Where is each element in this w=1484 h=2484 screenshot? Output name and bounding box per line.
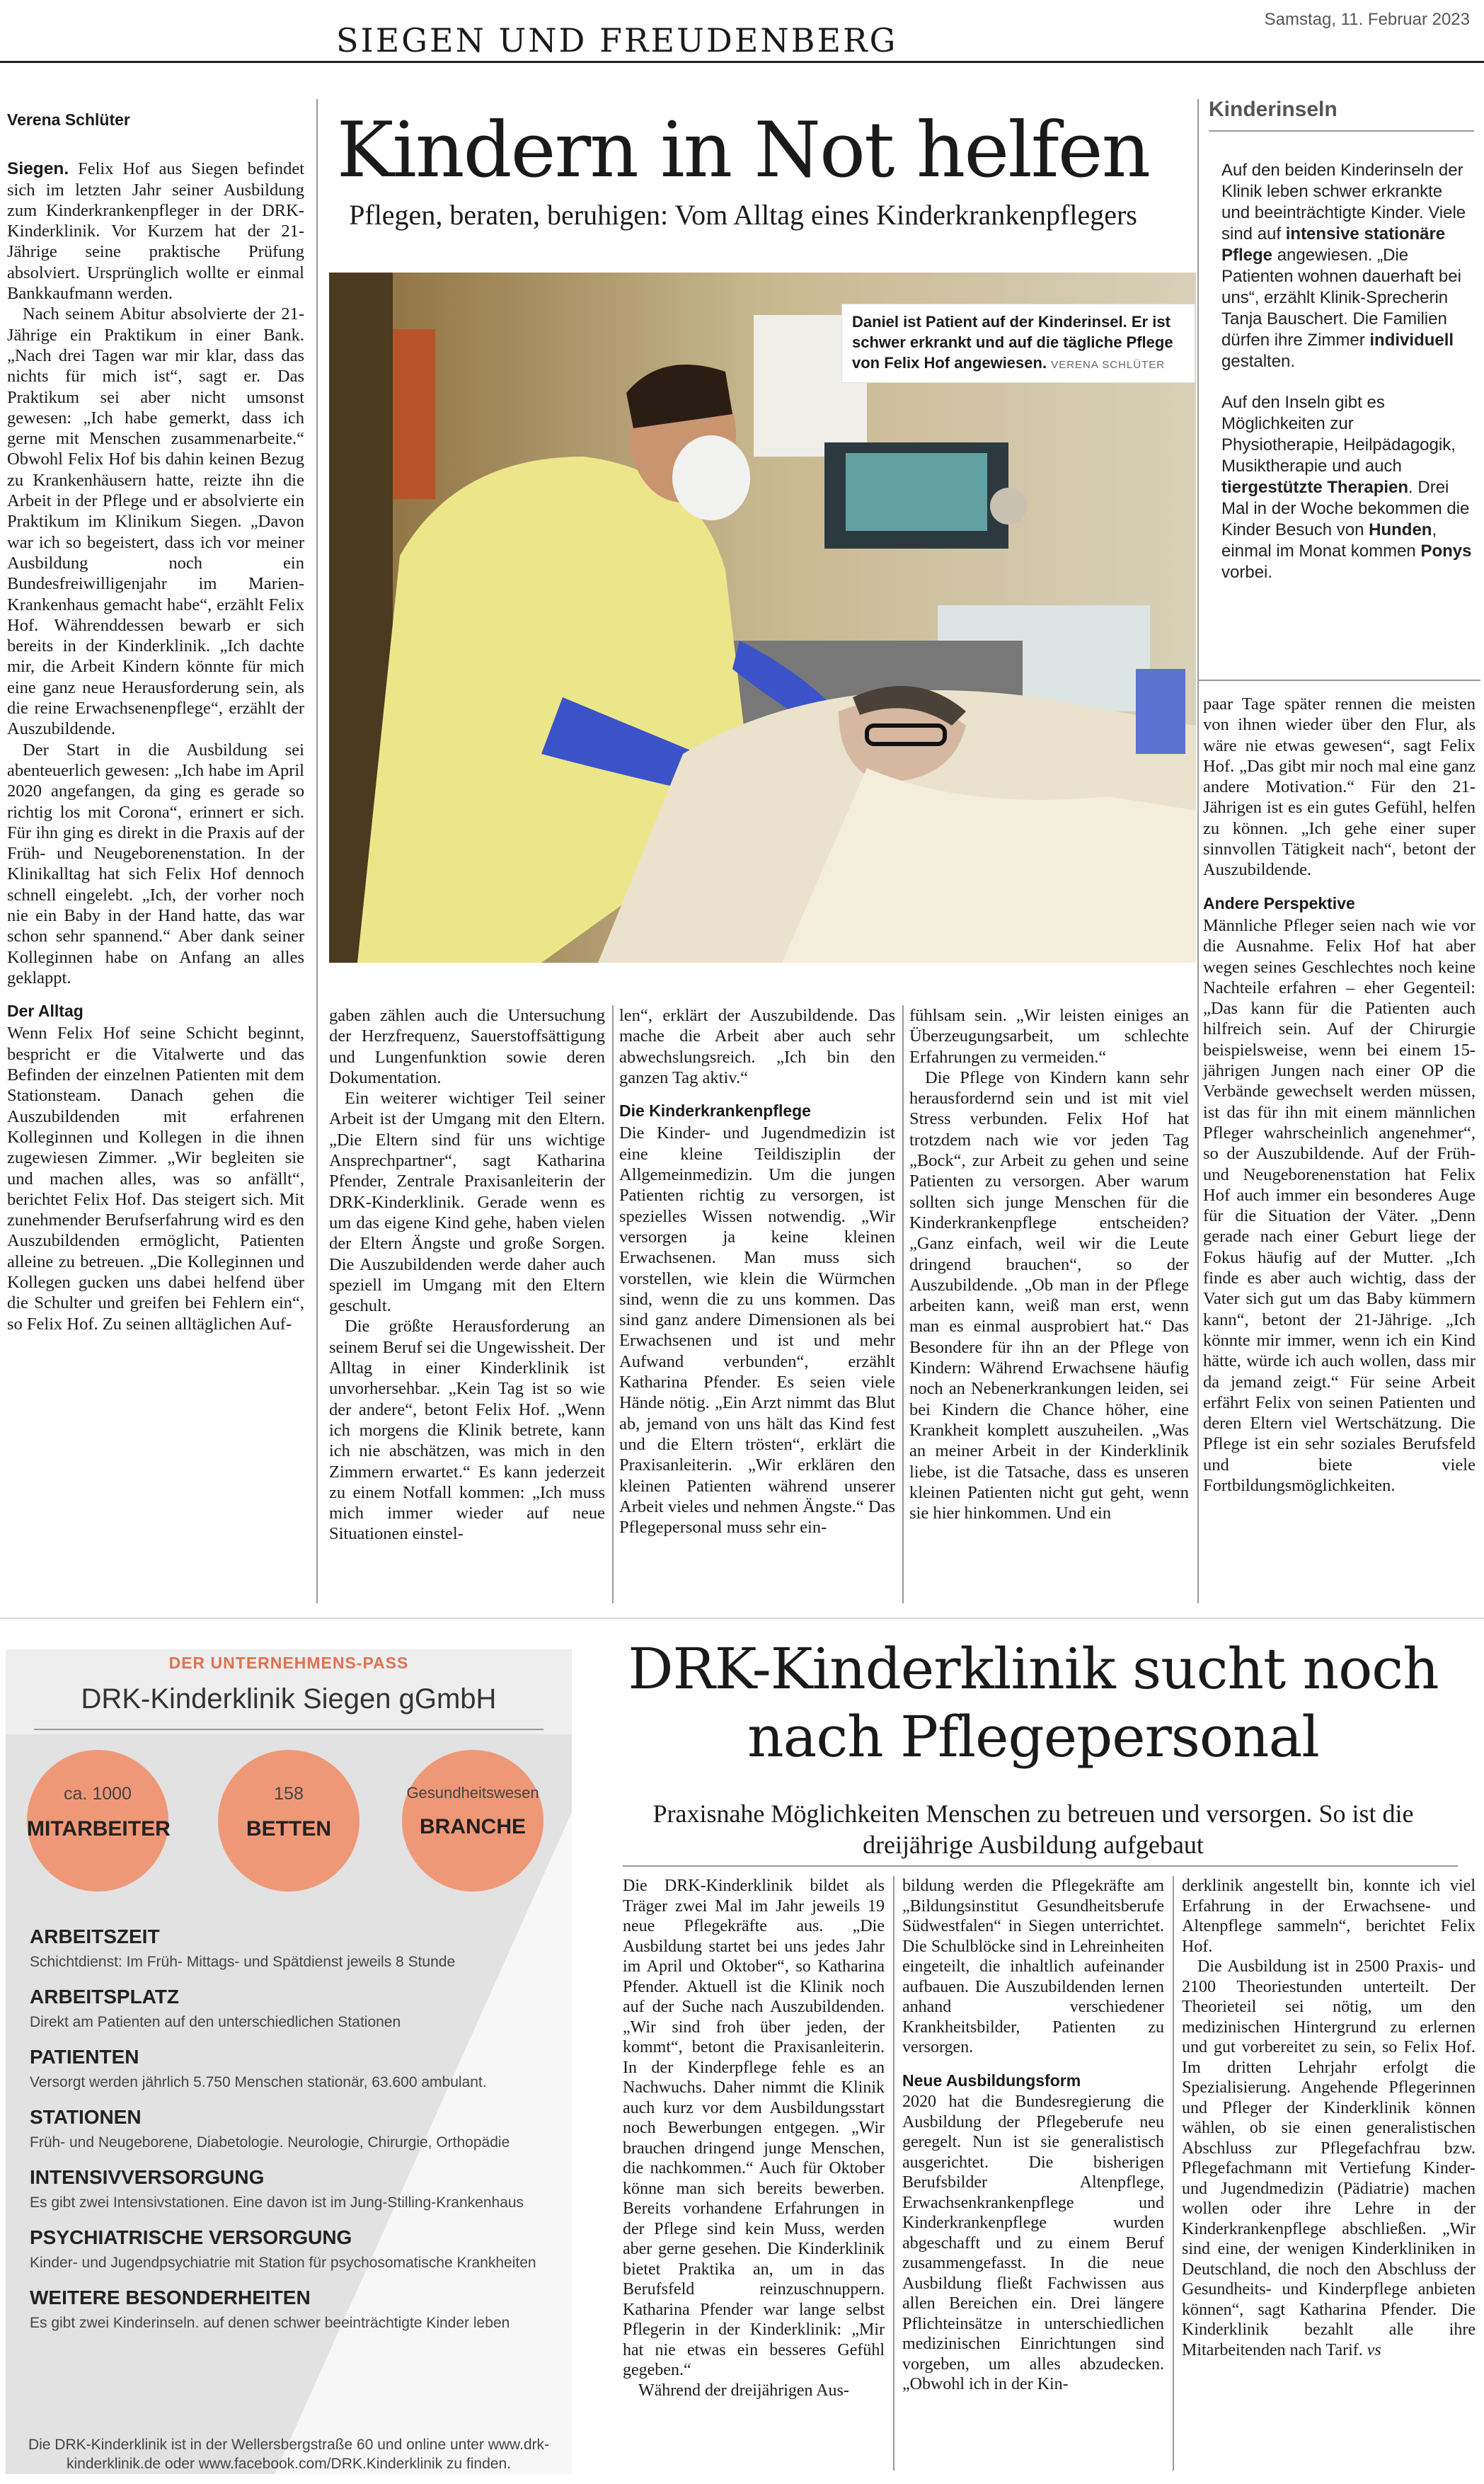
- stat-value: Gesundheitswesen: [406, 1784, 539, 1802]
- pass-item: [30, 2046, 568, 2092]
- subheading: Andere Perspektive: [1203, 893, 1355, 912]
- article-column-4: [909, 1005, 1189, 1523]
- sidebar-title: Kinderinseln: [1209, 99, 1474, 132]
- pass-item: [30, 2166, 568, 2212]
- sidebar-rule: [1197, 680, 1480, 681]
- text-bold: Hunden: [1369, 520, 1432, 539]
- company-pass-box: [6, 1649, 572, 2474]
- text-bold: intensive stationäre Pflege: [1221, 224, 1446, 265]
- text: . Drei Mal in der Woche bekommen die Kinder Besuch von: [1221, 478, 1470, 539]
- stat-label: MITARBEITER: [27, 1817, 171, 1841]
- header-rule: [0, 61, 1484, 63]
- article2-column-1: [623, 1876, 885, 2400]
- dateline: Siegen.: [7, 159, 69, 179]
- subheading: Der Alltag: [7, 1002, 84, 1021]
- paragraph-text: Die Ausbildung ist in 2500 Praxis- und 2100 Theoriestunden unterteilt. Der Theorieteil sei nötig, um den medizinischen Hintergrund zu erlernen und gut vorbereitet zu sein, so Felix Hof. Im dritten Lehrjahr erfolgt die Spezialisierung. Angehende Pflegerinnen und Pfleger der Kinderklinik können wählen, ob sie einen generalistischen Abschluss zur Pflegefachfrau bzw. Pflegefachmann mit Vertiefung Kinder- und Jugendmedizin (Pädiatrie) machen wollen oder ihre Lehre in der Kinderkrankenpflege abschließen. „Wir sind eine, der wenigen Kinderkliniken in Deutschland, die noch den Abschluss der Gesundheits- und Kinderpflege anbieten können“, sagt Katharina Pfender. Die Kinderklinik bezahlt alle ihre Mitarbeitenden nach Tarif.: [1182, 1957, 1476, 2359]
- stat-value: 158: [274, 1784, 304, 1804]
- stat-circle-employees: [27, 1750, 171, 1891]
- section-title: SIEGEN UND FREUDENBERG: [336, 21, 898, 59]
- subheadline: Pflegen, beraten, beruhigen: Vom Alltag eines Kinderkrankenpflegers: [349, 199, 1137, 231]
- text: gestalten.: [1221, 352, 1296, 371]
- text: Auf den beiden Kinderinseln der Klinik leben schwer erkrankte und beeinträchtigte Kinder. Viele sind auf: [1221, 161, 1466, 244]
- pass-item-text: Früh- und Neugeborene, Diabetologie. Neurologie, Chirurgie, Orthopädie: [30, 2134, 510, 2151]
- paragraph: Der Start in die Ausbildung sei abenteuerlich gewesen: „Ich habe im April 2020 angefangen, da ging es gerade so richtig los mit Corona“, erinnert er sich. Für ihn ging es direkt in die Praxis auf der Früh- und Neugeborenenstation. In der Klinikalltag hat sich Felix Hof dennoch schnell eingelebt. „Ich, der vorher noch nie ein Baby in der Hand hatte, das war schon sehr spannend.“ Aber dank seiner Kolleginnen habe on Anfang an alles geklappt.: [7, 740, 304, 988]
- column-rule: [612, 1005, 614, 1603]
- paragraph: Nach seinem Abitur absolvierte der 21-Jährige ein Praktikum in einer Bank. „Nach drei Tagen war mir klar, dass das nichts für mich ist“, sagt er. Das Praktikum sei aber nicht umsonst gewesen: „Ich habe gemerkt, dass ich gerne mit Menschen zusammenarbeite.“ Obwohl Felix Hof bis dahin keinen Bezug zu Krankenhäusern hatte, reizte ihn die Arbeit in der Pflege und er absolvierte ein Praktikum im Klinikum Siegen. „Davon war ich so begeistert, dass ich vor meiner Ausbildung noch ein Bundesfreiwilligenjahr im Marien-Krankenhaus gemacht habe“, erzählt Felix Hof. Währenddessen bewarb er sich bereits in der Kinderklinik. „Ich dachte mir, die Arbeit Kindern könnte für mich eine ganz neue Herausforderung sein, als die reine Erwachsenenpflege“, erzählt der Auszubildende.: [7, 304, 304, 739]
- pass-item-text: Es gibt zwei Intensivstationen. Eine davon ist im Jung-Stilling-Krankenhaus: [30, 2194, 524, 2211]
- text: angewiesen. „Die Patienten wohnen dauerhaft bei uns“, erzählt Klinik-Sprecherin Tanja Bauschert. Die Familien dürfen ihre Zimmer: [1221, 246, 1461, 350]
- pass-item: [30, 1986, 568, 2032]
- text: , einmal im Monat kommen: [1221, 520, 1437, 561]
- paragraph: Die DRK-Kinderklinik bildet als Träger zwei Mal im Jahr jeweils 19 neue Pflegekräfte aus. „Die Ausbildung startet bei uns jedes Jahr im April und Oktober“, so Katharina Pfender. Aktuell ist die Klinik noch auf der Suche nach Auszubildenden. „Wir sind froh über jeden, der kommt“, betont die Praxisanleiterin. In der Kinderpflege fehle es an Nachwuchs. Daher nimmt die Klinik auch kurz vor dem Ausbildungsstart noch Bewerbungen entgegen. „Wir brauchen dringend junge Menschen, die nachkommen.“ Auch für Oktober könne man sich bereits bewerben. Bereits vorhandene Erfahrungen in der Pflege sind kein Muss, werden aber gerne gesehen. Die Kinderklinik bietet Praktika an, um in das Berufsfeld reinzuschnuppern. Katharina Pfender war lange selbst Pflegerin in der Kinderklinik: „Mir hat nie etwas ein besseres Gefühl gegeben.“: [623, 1877, 885, 2379]
- paragraph: [7, 159, 304, 304]
- pass-item: [30, 2106, 568, 2152]
- article-column-3: [619, 1005, 895, 1538]
- paragraph: derklinik angestellt bin, konnte ich viel Erfahrung in der Erwachsene- und Altenpflege sammeln“, berichtet Felix Hof.: [1182, 1877, 1476, 1956]
- subheading: Neue Ausbildungsform: [902, 2071, 1081, 2090]
- paragraph: gaben zählen auch die Untersuchung der Herzfrequenz, Sauerstoffsättigung und Lungenfunktion sowie deren Dokumentation.: [329, 1006, 605, 1087]
- text: vorbei.: [1221, 563, 1273, 582]
- company-name: DRK-Kinderklinik Siegen gGmbH: [81, 1683, 497, 1715]
- paragraph: Die größte Herausforderung an seinem Beruf sei die Ungewissheit. Der Alltag in einer Kinderklinik ist unvorhersehbar. „Kein Tag ist so wie der andere“, betont Felix Hof. „Wenn ich morgens die Klinik betrete, kann ich nie abschätzen, was mich in den Zimmern erwartet.“ Es kann jederzeit zu einem Notfall kommen: „Ich muss mich immer wieder auf neue Situationen einstel-: [329, 1317, 605, 1544]
- paragraph: Wenn Felix Hof seine Schicht beginnt, bespricht er die Vitalwerte und das Befinden der einzelnen Patienten mit dem Stationsteam. Danach gehen die Auszubildenden mit erfahrenen Kolleginnen und Kollegen in die ihnen zugewiesen Zimmer. „Wir begleiten sie und machen alles, was so anfällt“, berichtet Felix Hof. Das steigert sich. Mit zunehmender Berufserfahrung wird es den Auszubildenden ermöglicht, Patienten alleine zu betreuen. „Die Kolleginnen und Kollegen gucken uns dabei helfend über die Schulter und greifen bei Fehlern ein“, so Felix Hof. Zu seinen alltäglichen Auf-: [7, 1024, 304, 1334]
- paragraph: fühlsam sein. „Wir leisten einiges an Überzeugungsarbeit, um schlechte Erfahrungen zu vermeiden.“: [909, 1006, 1189, 1067]
- article2-column-3: [1182, 1876, 1476, 2360]
- subheading: Die Kinderkrankenpflege: [619, 1101, 811, 1121]
- pass-item-heading: ARBEITSZEIT: [30, 1925, 160, 1947]
- sidebar-paragraph: [1221, 392, 1474, 583]
- caption-text: Daniel ist Patient auf der Kinderinsel. Er ist schwer erkrankt und auf die tägliche Pflege von Felix Hof angewiesen.: [852, 313, 1173, 372]
- pass-items: [30, 1925, 568, 2347]
- paragraph: bildung werden die Pflegekräfte am „Bildungsinstitut Gesundheitsberufe Südwestfalen“ in Siegen unterrichtet. Die Schulblöcke sind in Lehreinheiten eingeteilt, die inhaltlich aufeinander aufbauen. Die Auszubildenden lernen anhand verschiedener Krankheitsbilder, Patienten zu versorgen.: [902, 1877, 1164, 2056]
- stat-circle-beds: [218, 1750, 360, 1891]
- stat-label: BRANCHE: [420, 1815, 526, 1838]
- headline-2: DRK-Kinderklinik sucht noch nach Pflegepersonal: [628, 1636, 1439, 1770]
- paragraph: Ein weiterer wichtiger Teil seiner Arbeit ist der Umgang mit den Eltern. „Die Eltern sind für uns wichtige Ansprechpartner“, sagt Katharina Pfender, Zentrale Praxisanleiterin der DRK-Kinderklinik. Gerade wenn es um das eigene Kind gehe, haben vielen der Eltern Ängste und große Sorgen. Die Auszubildenden werde daher auch speziell im Umgang mit den Eltern geschult.: [329, 1089, 605, 1316]
- section-rule: [0, 1618, 1484, 1619]
- pass-item-heading: ARBEITSPLATZ: [30, 1986, 180, 2008]
- column-rule: [1197, 99, 1199, 1603]
- byline: Verena Schlüter: [7, 110, 130, 129]
- sidebar-paragraph: [1221, 160, 1474, 372]
- pass-item-text: Es gibt zwei Kinderinseln. auf denen schwer beeinträchtigte Kinder leben: [30, 2315, 510, 2331]
- pass-footer: Die DRK-Kinderklinik ist in der Wellersbergstraße 60 und online unter www.drk-kinderklinik.de oder www.facebook.com/DRK.Kinderklinik zu finden.: [28, 2437, 550, 2472]
- column-rule: [1173, 1876, 1174, 2471]
- paragraph: 2020 hat die Bundesregierung die Ausbildung der Pflegeberufe neu geregelt. Nun ist sie generalistisch ausgerichtet. Die bisherigen Berufsbilder Altenpflege, Erwachsenkrankenpflege und Kinderkrankenpflege wurden abgeschafft und zu einem Beruf zusammengefasst. In die neue Ausbildung fließt Fachwissen aus allen Bereichen ein. Drei längere Pflichteinsätze in unterschiedlichen medizinischen Einrichtungen sind vorgeben, um alles abzudecken. „Obwohl ich in der Kin-: [902, 2093, 1164, 2393]
- author-initials: vs: [1367, 2340, 1381, 2359]
- paragraph: len“, erklärt der Auszubildende. Das mache die Arbeit aber auch sehr abwechslungsreich. „Ich bin den ganzen Tag aktiv.“: [619, 1006, 895, 1087]
- subheadline-2: Praxisnahe Möglichkeiten Menschen zu betreuen und versorgen. So ist die dreijährige Ausbildung aufgebaut: [652, 1799, 1414, 1859]
- pass-item-text: Versorgt werden jährlich 5.750 Menschen stationär, 63.600 ambulant.: [30, 2074, 487, 2090]
- stat-label: BETTEN: [246, 1817, 331, 1841]
- stat-value: ca. 1000: [64, 1784, 132, 1804]
- pass-item: [30, 2286, 568, 2333]
- column-rule: [893, 1876, 895, 2471]
- photo-caption: [842, 304, 1195, 382]
- paragraph-text: Felix Hof aus Siegen befindet sich im letzten Jahr seiner Ausbildung zum Kinderkrankenpfleger in der DRK-Kinderklinik. Vor Kurzem hat der 21-Jährige seine praktische Prüfung absolviert. Ursprünglich wollte er einmal Bankkaufmann werden.: [7, 159, 304, 304]
- text-bold: tiergestützte Therapien: [1221, 478, 1409, 497]
- pass-item-heading: PATIENTEN: [30, 2046, 139, 2068]
- paragraph: [1182, 1957, 1476, 2360]
- text-bold: individuell: [1369, 331, 1454, 350]
- article-column-1: [7, 110, 304, 1334]
- paragraph: Männliche Pfleger seien nach wie vor die Ausnahme. Felix Hof hat aber wegen seines Geschlechtes noch keine Nachteile erfahren – eher Gegenteil: „Das kann für die Patienten auch hilfreich sein. Auf der Chirurgie beispielsweise, wenn bei einem 15-jährigen Jungen nach einer OP die Verbände gewechselt werden müssen, ist das für ihn mit einem männlichen Pfleger wahrscheinlich angenehmer“, so der Auszubildende. Auf der Früh- und Neugeborenenstation hat Felix Hof auch immer ein besonderes Auge für die Situation der Väter. „Denn gerade nach einer Geburt liege der Fokus häufig auf der Mutter. „Ich finde es aber auch wichtig, dass der Vater sich gut um das Baby kümmern kann“, betont der 21-Jährige. „Ich könnte mir immer, wenn ich ein Kind hätte, würde ich auch wollen, dass mir da jemand zeigt.“ Für seine Arbeit erfährt Felix von seinen Patienten und deren Eltern viel Wertschätzung. Die Pflege ist ein sehr soziales Berufsfeld und biete viele Fortbildungsmöglichkeiten.: [1203, 915, 1476, 1495]
- photo-credit: VERENA SCHLÜTER: [1051, 359, 1166, 371]
- pass-rule: [34, 1729, 543, 1730]
- headline: Kindern in Not helfen: [336, 106, 1150, 195]
- article-column-5: [1203, 694, 1476, 1496]
- text-bold: Ponys: [1420, 542, 1472, 561]
- paragraph: Die Kinder- und Jugendmedizin ist eine kleine Teildisziplin der Allgemeinmedizin. Um die jungen Patienten richtig zu versorgen, ist spezielles Wissen notwendig. „Wir versorgen ja keine kleinen Erwachsenen. Man muss sich vorstellen, wie klein die Würmchen sind, wenn die zu uns kommen. Das sind ganz andere Dimensionen als bei Erwachsenen und ist und mehr Aufwand verbunden“, erzählt Katharina Pfender. Es seien viele Hände nötig. „Ein Arzt nimmt das Blut ab, jemand von uns hält das Kind fest und die Eltern trösten“, erklärt die Praxisanleiterin. „Wir erklären den kleinen Patienten während unserer Arbeit vieles und nehmen Ängste.“ Das Pflegepersonal muss sehr ein-: [619, 1123, 895, 1538]
- deck-rule: [623, 1865, 1458, 1867]
- pass-item-heading: STATIONEN: [30, 2106, 142, 2128]
- pass-item-heading: WEITERE BESONDERHEITEN: [30, 2286, 311, 2308]
- pass-item-text: Schichtdienst: Im Früh- Mittags- und Spätdienst jeweils 8 Stunde: [30, 1954, 456, 1970]
- pass-item-text: Direkt am Patienten auf den unterschiedlichen Stationen: [30, 2014, 401, 2030]
- article-column-2: [329, 1005, 605, 1545]
- article2-column-2: [902, 1876, 1164, 2395]
- paragraph: Die Pflege von Kindern kann sehr herausfordernd sein und ist mit viel Stress verbunden. Felix Hof hat trotzdem nach wie vor jeden Tag „Bock“, zur Arbeit zu gehen und seine Patienten zu versorgen. Aber warum sollten sich junge Menschen für die Kinderkrankenpflege entscheiden? „Ganz einfach, weil wir die Leute dringend brauchen“, so der Auszubildende. „Ob man in der Pflege arbeiten kann, weiß man erst, wenn man es einmal ausprobiert hat.“ Das Besondere für ihn an der Pflege von Kindern: Während Erwachsene häufig noch an Nebenerkrankungen leiden, sei bei Kindern die Chance höher, eine Krankheit komplett auszuheilen. „Was an meiner Arbeit in der Kinderklinik liebe, ist die Tatsache, dass es unseren kleinen Patienten nicht gut geht, wenn sie hier hinkommen. Und ein: [909, 1068, 1189, 1523]
- column-rule: [316, 99, 318, 1603]
- paragraph: Während der dreijährigen Aus-: [638, 2381, 849, 2400]
- pass-item-text: Kinder- und Jugendpsychiatrie mit Station für psychosomatische Krankheiten: [30, 2255, 536, 2271]
- pass-item: [30, 2226, 568, 2272]
- pass-item-heading: INTENSIVVERSORGUNG: [30, 2166, 265, 2188]
- paragraph: paar Tage später rennen die meisten von ihnen wieder über den Flur, als wäre nie etwas gewesen“, sagt Felix Hof. „Das gibt mir noch mal eine ganz andere Motivation.“ Für den 21-Jährigen ist es ein gutes Gefühl, helfen zu können. „Ich gehe einer super sinnvollen Tätigkeit nach“, betont der Auszubildende.: [1203, 694, 1476, 880]
- stat-circle-sector: [402, 1750, 543, 1891]
- pass-item-heading: PSYCHIATRISCHE VERSORGUNG: [30, 2226, 352, 2248]
- column-rule: [902, 1005, 904, 1603]
- pass-heading: DER UNTERNEHMENS-PASS: [168, 1654, 409, 1672]
- issue-date: Samstag, 11. Februar 2023: [1264, 10, 1470, 29]
- sidebar-kinderinseln: [1209, 99, 1474, 603]
- text: Auf den Inseln gibt es Möglichkeiten zur Physiotherapie, Heilpädagogik, Musiktherapie und auch: [1221, 393, 1456, 476]
- pass-item: [30, 1925, 568, 1971]
